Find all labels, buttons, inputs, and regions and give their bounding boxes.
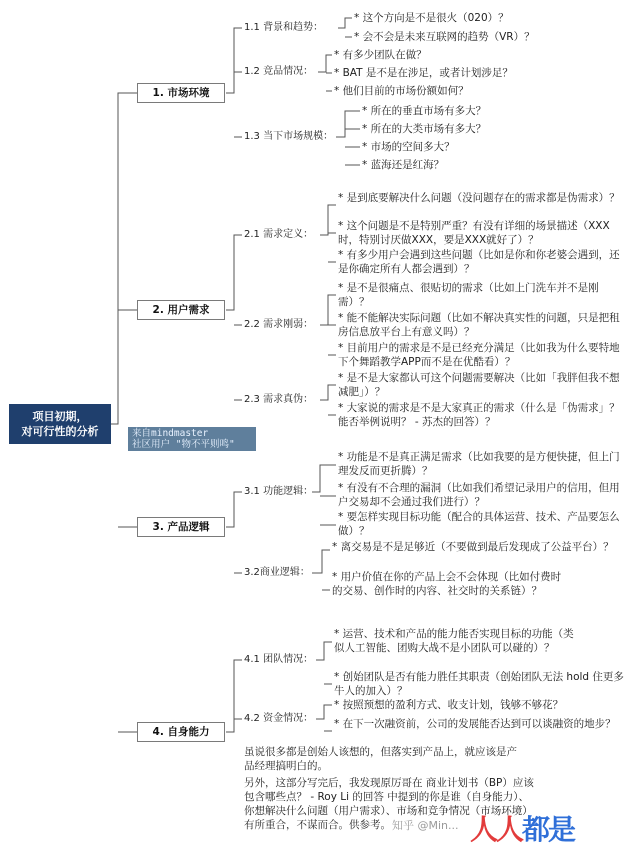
watermark-line-2: 社区用户 "物不平则鸣": [132, 439, 235, 450]
leaf-node[interactable]: * 运营、技术和产品的能力能否实现目标的功能（类似人工智能、团购大战不是小团队可以碰的）？: [334, 628, 574, 654]
leaf-node[interactable]: * BAT 是不是在涉足，或者计划涉足？: [334, 67, 513, 79]
leaf-node[interactable]: * 离交易是不是足够近（不要做到最后发现成了公益平台）？: [332, 541, 614, 553]
sub-3-2[interactable]: 3.2商业逻辑：: [244, 567, 310, 578]
leaf-node[interactable]: * 有没有不合理的漏洞（比如我们希望记录用户的信用，但用户交易却不会通过我们进行）？: [338, 482, 620, 508]
leaf-node[interactable]: * 是不是很痛点、很贴切的需求（比如上门洗车并不是刚需）？: [338, 282, 599, 308]
sub-1-2[interactable]: 1.2 竞品情况：: [244, 66, 314, 77]
leaf-node[interactable]: * 大家说的需求是不是大家真正的需求（什么是「伪需求」？能否举例说明？ - 苏杰的回答）？: [338, 402, 620, 428]
leaf-node[interactable]: * 蓝海还是红海？: [362, 159, 445, 171]
sub-2-2[interactable]: 2.2 需求刚弱：: [244, 319, 314, 330]
leaf-node[interactable]: * 按照预想的盈利方式、收支计划，钱够不够花？: [334, 699, 564, 711]
leaf-node[interactable]: * 这个问题是不是特别严重？有没有详细的场景描述（XXX时，特别讨厌做XXX，要是XXX就好了）？: [338, 220, 610, 246]
section-product-logic[interactable]: 3. 产品逻辑: [137, 517, 225, 537]
sub-1-1[interactable]: 1.1 背景和趋势：: [244, 22, 324, 33]
mindmaster-watermark: [128, 427, 256, 451]
brand-logo: [470, 808, 574, 848]
leaf-node[interactable]: * 能不能解决实际问题（比如不解决真实性的问题，只是把租房信息放平台上有意义吗）？: [338, 312, 620, 338]
note-paragraph-1: 虽说很多都是创始人该想的，但落实到产品上，就应该是产品经理搞明白的。: [244, 746, 517, 772]
zhihu-credit: 知乎 @Min...: [392, 819, 459, 832]
sub-2-1[interactable]: 2.1 需求定义：: [244, 229, 314, 240]
leaf-node[interactable]: * 用户价值在你的产品上会不会体现（比如付费时的交易、创作时的内容、社交时的关系链）？: [332, 571, 562, 597]
leaf-node[interactable]: * 要怎样实现目标功能（配合的具体运营、技术、产品要怎么做）？: [338, 511, 620, 537]
leaf-node[interactable]: * 在下一次融资前，公司的发展能否达到可以谈融资的地步？: [334, 718, 616, 730]
sub-4-2[interactable]: 4.2 资金情况：: [244, 713, 314, 724]
root-line-2: 对可行性的分析: [21, 425, 99, 438]
leaf-node[interactable]: * 市场的空间多大？: [362, 141, 455, 153]
leaf-node[interactable]: * 是不是大家都认可这个问题需要解决（比如「我胖但我不想减肥」）？: [338, 372, 620, 398]
leaf-node[interactable]: * 创始团队是否有能力胜任其职责（创始团队无法 hold 住更多牛人的加入）？: [334, 671, 624, 697]
note-paragraph-2: 另外，这部分写完后，我发现原厉哥在 商业计划书（BP）应该包含哪些点？ - Roy Li 的回答 中提到的你是谁（自身能力）、你想解决什么问题（用户需求）、市场和竞争情况（市场环境）有所重合，不谋而合。供参考。: [244, 777, 534, 831]
brand-part-b: 都是: [522, 813, 575, 846]
leaf-node[interactable]: * 这个方向是不是很火（020）？: [354, 12, 509, 24]
leaf-node[interactable]: * 会不会是未来互联网的趋势（VR）？: [354, 31, 535, 43]
leaf-node[interactable]: * 他们目前的市场份额如何？: [334, 85, 469, 97]
watermark-line-1: 来自mindmaster: [132, 428, 209, 439]
root-node[interactable]: [9, 404, 111, 444]
leaf-node[interactable]: * 功能是不是真正满足需求（比如我要的是方便快捷，但上门理发反而更折腾）？: [338, 451, 620, 477]
section-capability[interactable]: 4. 自身能力: [137, 722, 225, 742]
leaf-node[interactable]: * 所在的大类市场有多大？: [362, 123, 487, 135]
leaf-node[interactable]: * 有多少用户会遇到这些问题（比如是你和你老婆会遇到，还是你确定所有人都会遇到）？: [338, 249, 620, 275]
sub-4-1[interactable]: 4.1 团队情况：: [244, 654, 314, 665]
leaf-node[interactable]: * 有多少团队在做？: [334, 49, 427, 61]
sub-1-3[interactable]: 1.3 当下市场规模：: [244, 131, 334, 142]
section-user-needs[interactable]: 2. 用户需求: [137, 300, 225, 320]
sub-3-1[interactable]: 3.1 功能逻辑：: [244, 486, 314, 497]
leaf-node[interactable]: * 目前用户的需求是不是已经充分满足（比如我为什么要特地下个舞蹈教学APP而不是在优酷看）？: [338, 342, 620, 368]
leaf-node[interactable]: * 是到底要解决什么问题（没问题存在的需求都是伪需求）？: [338, 192, 620, 204]
sub-2-3[interactable]: 2.3 需求真伪：: [244, 394, 314, 405]
section-market[interactable]: 1. 市场环境: [137, 83, 225, 103]
leaf-node[interactable]: * 所在的垂直市场有多大？: [362, 105, 487, 117]
brand-part-a: 人人: [470, 813, 523, 846]
root-line-1: 项目初期，: [32, 410, 88, 423]
